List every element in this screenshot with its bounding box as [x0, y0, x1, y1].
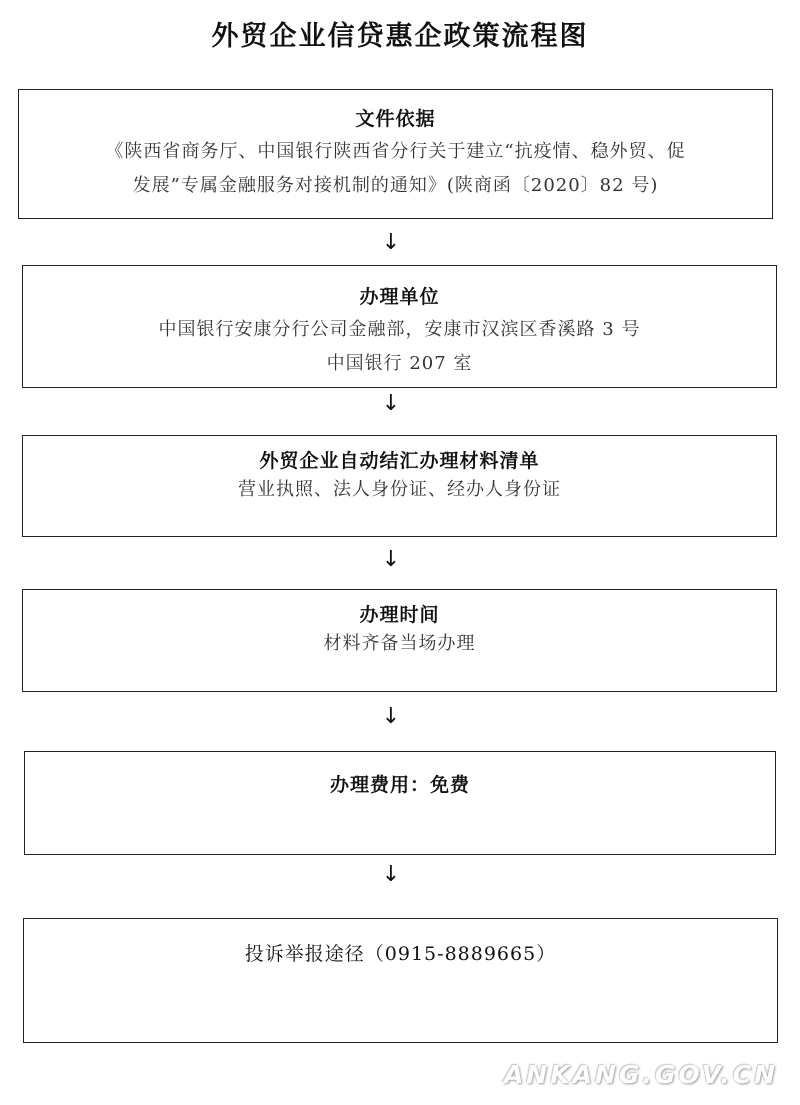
flow-box-heading: 投诉举报途径（0915-8889665） — [244, 943, 557, 965]
flow-box-heading: 办理费用：免费 — [329, 774, 470, 796]
flow-box-line: 《陕西省商务厅、中国银行陕西省分行关于建立“抗疫情、稳外贸、促 — [105, 141, 686, 162]
flow-box-heading: 外贸企业自动结汇办理材料清单 — [259, 450, 540, 472]
flow-arrow-down-icon: ↓ — [381, 547, 401, 572]
flow-box-heading: 办理单位 — [359, 286, 440, 308]
site-watermark: ANKANG.GOV.CN — [503, 1060, 778, 1089]
flow-box-line: 发展”专属金融服务对接机制的通知》(陕商函〔2020〕82 号) — [132, 175, 659, 196]
flow-arrow-down-icon: ↓ — [381, 391, 401, 416]
flow-box-materials-list — [22, 435, 777, 537]
flow-arrow-down-icon: ↓ — [381, 230, 401, 255]
flow-arrow-down-icon: ↓ — [381, 862, 401, 887]
flow-box-complaint-channel — [23, 918, 778, 1043]
flow-box-line: 营业执照、法人身份证、经办人身份证 — [238, 479, 561, 500]
flow-box-line: 材料齐备当场办理 — [323, 633, 476, 654]
flow-box-handling-time — [22, 589, 777, 692]
flow-box-line: 中国银行安康分行公司金融部，安康市汉滨区香溪路 3 号 — [158, 319, 641, 340]
flow-box-handling-fee — [24, 751, 776, 855]
flow-box-line: 中国银行 207 室 — [326, 353, 473, 374]
flow-box-heading: 文件依据 — [355, 108, 436, 130]
flow-box-document-basis — [18, 89, 773, 219]
flow-arrow-down-icon: ↓ — [381, 704, 401, 729]
page-title: 外贸企业信贷惠企政策流程图 — [211, 21, 589, 52]
flow-box-handling-unit — [22, 265, 777, 388]
flow-box-heading: 办理时间 — [359, 604, 440, 626]
